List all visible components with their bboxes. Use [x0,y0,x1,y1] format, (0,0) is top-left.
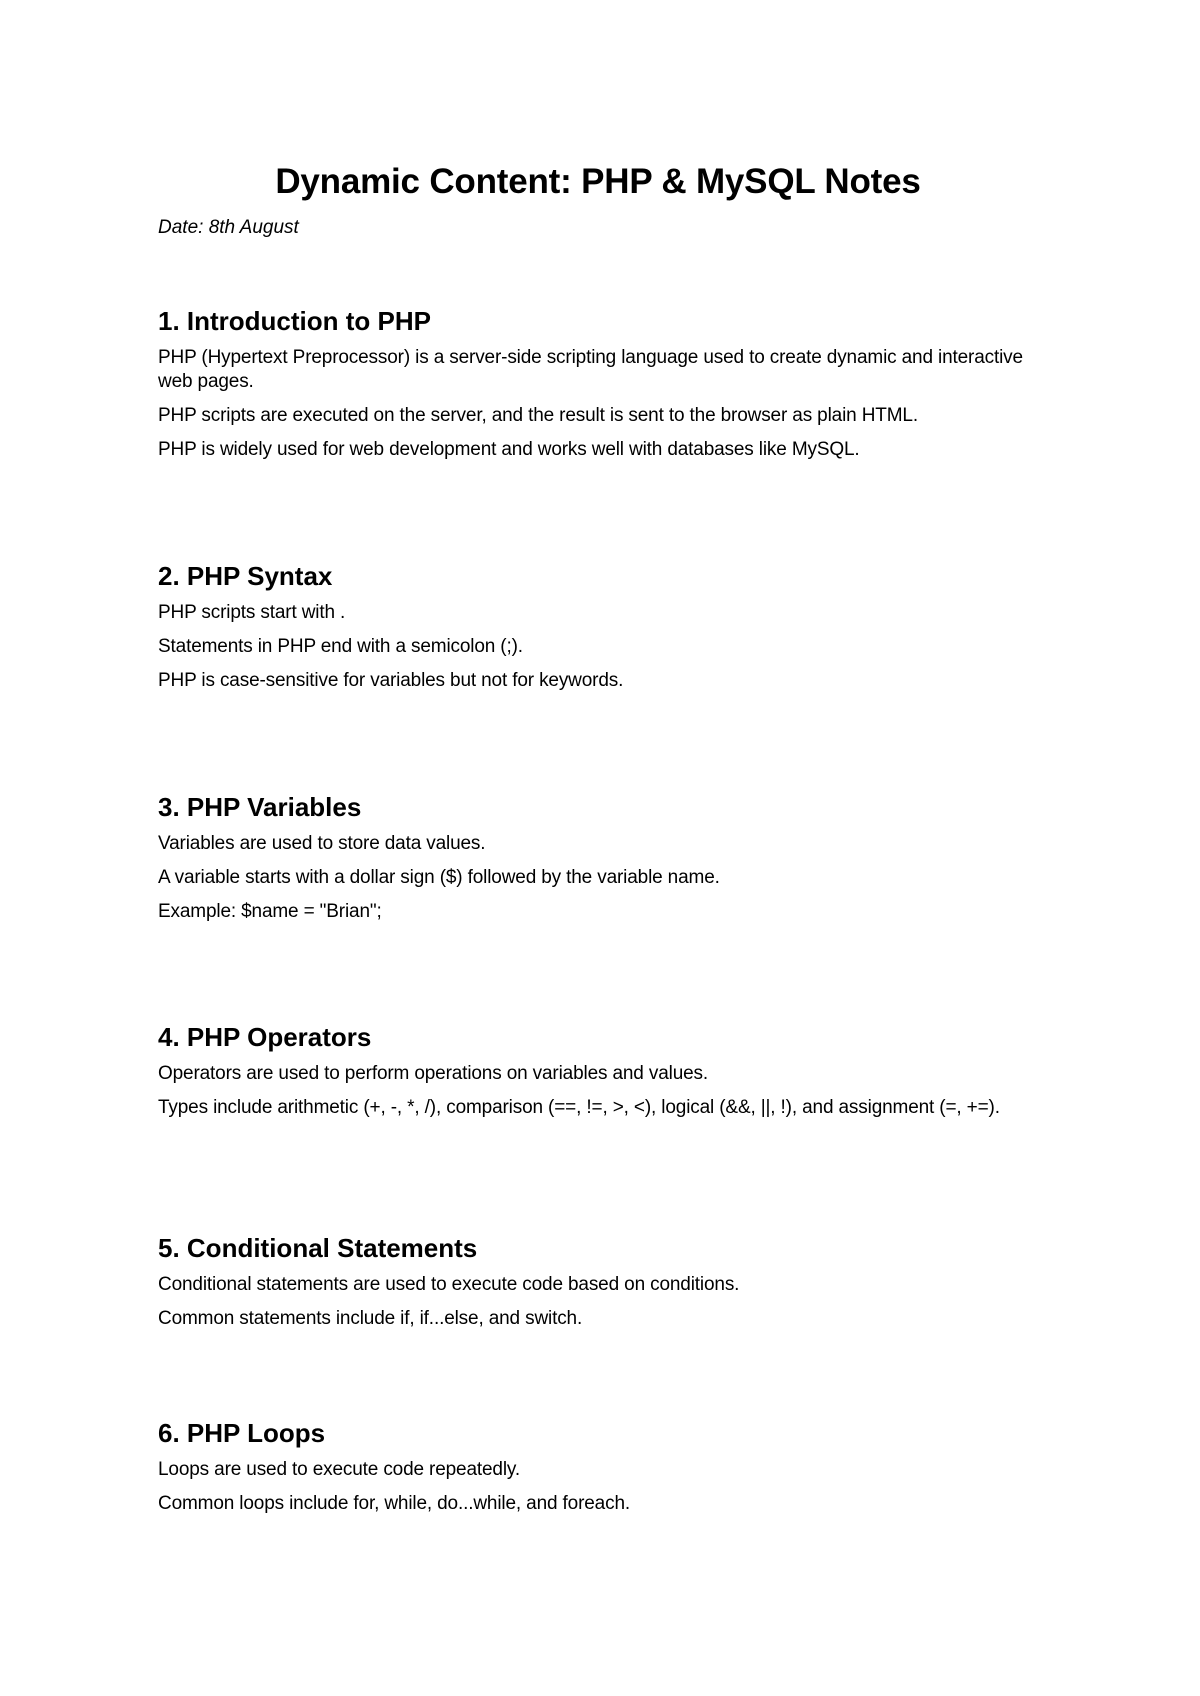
section-introduction-to-php [158,304,1038,462]
section-paragraph: Common loops include for, while, do...while, and foreach. [158,1493,630,1514]
section-paragraph: Statements in PHP end with a semicolon (;). [158,636,523,657]
document-title: Dynamic Content: PHP & MySQL Notes [275,162,921,201]
section-paragraph: PHP is case-sensitive for variables but not for keywords. [158,670,624,691]
section-paragraph: PHP (Hypertext Preprocessor) is a server-side scripting language used to create dynamic and interactive web pages. [158,347,1023,392]
section-paragraph: PHP is widely used for web development and works well with databases like MySQL. [158,439,860,460]
document-date: Date: 8th August [158,217,299,238]
section-heading: 3. PHP Variables [158,792,362,822]
section-paragraph: PHP scripts start with . [158,602,346,623]
section-paragraph: Example: $name = "Brian"; [158,901,382,922]
section-php-operators [158,1020,1038,1120]
section-heading: 1. Introduction to PHP [158,306,431,336]
section-paragraph: Operators are used to perform operations on variables and values. [158,1063,709,1084]
section-php-variables [158,790,1038,924]
section-heading: 6. PHP Loops [158,1418,326,1448]
section-heading: 4. PHP Operators [158,1022,372,1052]
section-paragraph: Common statements include if, if...else, and switch. [158,1308,583,1329]
section-heading: 5. Conditional Statements [158,1233,478,1263]
section-paragraph: Conditional statements are used to execute code based on conditions. [158,1274,740,1295]
section-paragraph: Types include arithmetic (+, -, *, /), comparison (==, !=, >, <), logical (&&, ||, !), and assignment (=, +=). [158,1097,1000,1118]
section-php-syntax [158,559,1038,693]
section-php-loops [158,1416,1038,1516]
section-paragraph: Variables are used to store data values. [158,833,486,854]
section-heading: 2. PHP Syntax [158,561,333,591]
section-paragraph: PHP scripts are executed on the server, and the result is sent to the browser as plain HTML. [158,405,918,426]
section-conditional-statements [158,1231,1038,1331]
section-paragraph: Loops are used to execute code repeatedly. [158,1459,520,1480]
section-paragraph: A variable starts with a dollar sign ($) followed by the variable name. [158,867,720,888]
